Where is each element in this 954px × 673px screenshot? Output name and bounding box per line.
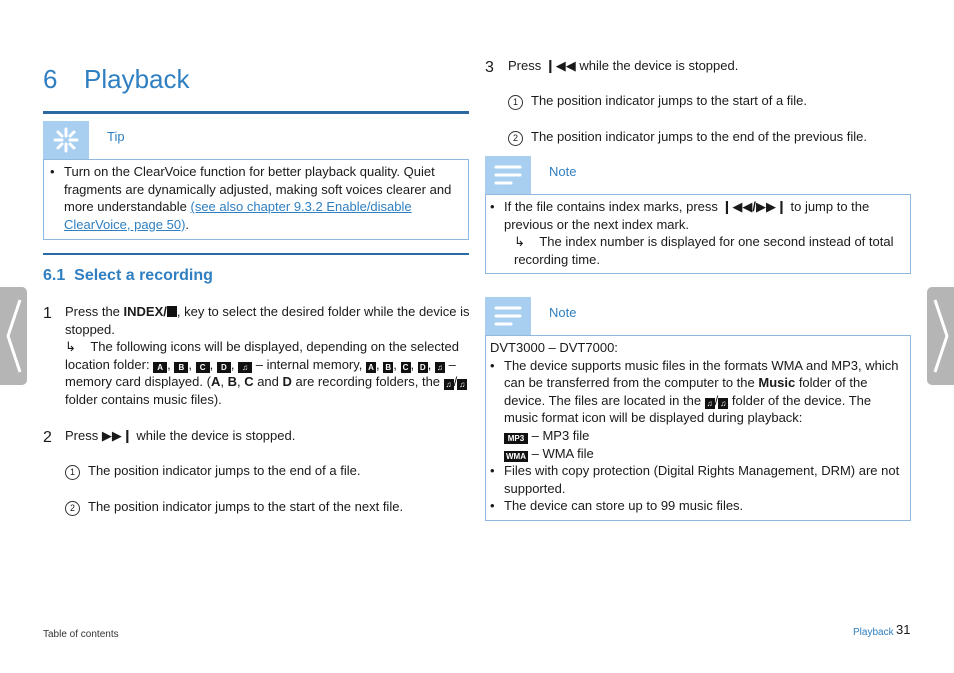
step-1-result: ↳ The following icons will be displayed, depending on the selected location folder: A , B , C , D , ♫ – internal memory, A , B , C , D , ♫ – memory card displayed. (A, B, C and D are recording folders, the ♫ / ♫ folder contains music files). — [65, 339, 466, 407]
note-2-item-1: • The device supports music files in the formats WMA and MP3, which can be transferred from the computer to the Music folder of the device. The files are located in the ♫ / ♫ folder of the device. The music format icon will be displayed during playback: MP3 – MP3 file WMA – WMA file — [490, 357, 902, 463]
circled-1-icon: 1 — [508, 95, 523, 110]
card-music-folder-icon: ♫ — [436, 362, 443, 372]
step-3-number: 3 — [485, 59, 494, 76]
music-folder-internal-icon: ♫ — [445, 380, 452, 390]
section-title: 6.1 Select a recording — [43, 267, 213, 284]
folder-b-icon: B — [174, 362, 188, 373]
step-2-text: Press ▶▶❙ while the device is stopped. — [65, 428, 296, 443]
music-folder-card-icon: ♫ — [459, 380, 466, 390]
folder-icon — [167, 306, 177, 317]
note-2-models: DVT3000 – DVT7000: — [490, 340, 618, 355]
result-arrow-icon: ↳ — [514, 234, 525, 250]
folder-a-icon: A — [153, 362, 167, 373]
note-1-label: Note — [549, 164, 577, 179]
skip-back-icon: ❙◀◀ — [544, 58, 576, 73]
circled-1-icon: 1 — [65, 465, 80, 480]
chapter-title — [43, 61, 190, 97]
tip-icon — [43, 121, 89, 159]
wma-icon: WMA — [506, 451, 526, 461]
tip-text: • Turn on the ClearVoice function for better playback quality. Quiet fragments are dynamically adjusted, making soft voices clearer and more understandable (see also chapter 9.3.2 Enable/disable ClearVoice, page 50). — [50, 163, 460, 233]
result-arrow-icon: ↳ — [65, 339, 76, 354]
folder-c-icon: C — [196, 362, 210, 373]
chevron-right-icon — [932, 296, 950, 376]
mp3-icon: MP3 — [504, 433, 528, 444]
circled-2-icon: 2 — [65, 501, 80, 516]
step-1-text: Press the INDEX/ , key to select the desired folder while the device is stopped. — [65, 304, 470, 337]
tip-box — [43, 159, 469, 240]
chapter-name: Playback — [84, 64, 190, 94]
section-rule — [43, 253, 469, 255]
step-2-result-2: 2 The position indicator jumps to the start of the next file. — [65, 498, 470, 516]
step-2-number: 2 — [43, 429, 52, 446]
note-2-label: Note — [549, 305, 577, 320]
footer-section: Playback — [853, 627, 894, 638]
music-folder-icon: ♫ — [238, 362, 252, 373]
music-folder-internal-icon: ♫ — [706, 398, 713, 408]
card-folder-c-icon: C — [401, 362, 411, 373]
circled-2-icon: 2 — [508, 131, 523, 146]
note-1-box — [485, 194, 911, 274]
previous-page-button[interactable] — [0, 287, 27, 385]
skip-forward-icon: ▶▶❙ — [101, 428, 133, 443]
step-3-result-1: 1 The position indicator jumps to the start of a file. — [508, 92, 908, 110]
note-2-item-3: • The device can store up to 99 music files. — [490, 497, 902, 515]
chapter-number: 6 — [43, 64, 58, 94]
music-folder-card-icon: ♫ — [720, 398, 727, 408]
step-3-result-2: 2 The position indicator jumps to the end of the previous file. — [508, 128, 908, 146]
card-folder-b-icon: B — [383, 362, 393, 373]
step-3-text: Press ❙◀◀ while the device is stopped. — [508, 58, 739, 73]
note-2-item-2: • Files with copy protection (Digital Rights Management, DRM) are not supported. — [490, 462, 902, 497]
page-number: 31 — [896, 622, 911, 637]
note-1-text: • If the file contains index marks, press ❙◀◀/▶▶❙ to jump to the previous or the next index mark. — [490, 198, 902, 233]
index-skip-icon: ❙◀◀/▶▶❙ — [721, 199, 787, 214]
step-2-result-1: 1 The position indicator jumps to the end of a file. — [65, 462, 470, 480]
step-1-number: 1 — [43, 305, 52, 322]
table-of-contents-link[interactable]: Table of contents — [43, 629, 119, 640]
title-rule — [43, 111, 469, 114]
note-icon — [485, 156, 531, 194]
next-page-button[interactable] — [927, 287, 954, 385]
note-1-result: ↳ The index number is displayed for one second instead of total recording time. — [514, 234, 894, 267]
chevron-left-icon — [5, 296, 23, 376]
card-folder-d-icon: D — [418, 362, 428, 373]
folder-d-icon: D — [217, 362, 231, 373]
note-icon — [485, 297, 531, 335]
note-2-box — [485, 335, 911, 521]
card-folder-a-icon: A — [366, 362, 376, 373]
chapter-link[interactable]: (see also chapter 9.3.2 Enable/disable ClearVoice, page 50) — [64, 199, 412, 232]
tip-label: Tip — [107, 129, 125, 144]
